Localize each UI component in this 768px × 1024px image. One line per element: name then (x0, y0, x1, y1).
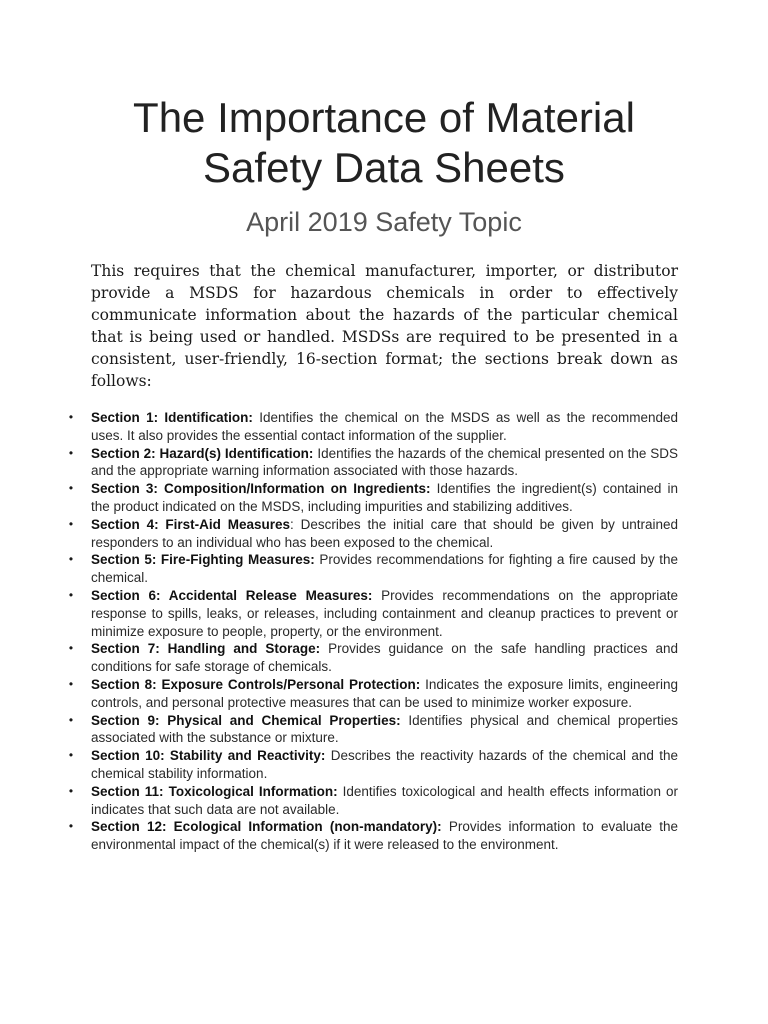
section-text: Identifies the ingredient(s) contained in the product indicated on the MSDS, including impurities and stabilizing additives. (91, 481, 679, 514)
list-item-section-11 (68, 783, 678, 819)
section-text: Provides recommendations on the appropriate response to spills, leaks, or releases, including containment and cleanup practices to prevent or minimize exposure to people, property, or the environment. (91, 587, 679, 639)
section-text: Provides recommendations for fighting a fire caused by the chemical. (91, 552, 679, 586)
list-item-section-3 (68, 480, 679, 516)
section-label: Section 3: Composition/Information on Ingredients: (91, 481, 431, 497)
section-label: Section 1: Identification: (91, 410, 253, 425)
section-label: Section 7: Handling and Storage: (91, 641, 321, 657)
bullet-icon: • (68, 641, 74, 656)
bullet-icon: • (68, 445, 74, 460)
section-label: Section 10: Stability and Reactivity: (91, 748, 326, 764)
section-text: Identifies toxicological and health effects information or indicates that such data are not available. (91, 783, 678, 817)
section-text: Identifies the hazards of the chemical presented on the SDS and the appropriate warning information associated with those hazards. (91, 445, 678, 479)
section-label: Section 2: Hazard(s) Identification: (91, 445, 314, 461)
section-text: Identifies physical and chemical properties associated with the substance or mixture. (91, 712, 678, 746)
list-item-section-8 (68, 676, 678, 712)
bullet-icon: • (68, 819, 74, 834)
list-item-section-7 (68, 640, 678, 676)
bullet-icon: • (68, 676, 74, 691)
section-label: Section 9: Physical and Chemical Properties: (91, 712, 401, 728)
section-label: Section 12: Ecological Information (non-mandatory): (91, 819, 442, 835)
bullet-icon: • (68, 587, 74, 602)
list-item-section-5 (68, 551, 679, 587)
section-label: Section 5: Fire-Fighting Measures: (91, 552, 315, 568)
bullet-icon: • (68, 481, 74, 496)
list-item-section-6 (68, 587, 679, 640)
bullet-icon: • (68, 783, 74, 798)
bullet-icon: • (68, 712, 74, 727)
list-item-section-4 (68, 516, 678, 552)
intro-paragraph: This requires that the chemical manufacturer, importer, or distributor provide a MSDS for hazardous chemicals in order to effectively communicate information about the hazards of the particular chemical that is being used or handled. MSDSs are required to be presented in a consistent, user-friendly, 16-section format; the sections break down as follows: (91, 262, 678, 390)
section-text: Describes the reactivity hazards of the chemical and the chemical stability information. (91, 748, 678, 781)
document-title (60, 93, 708, 193)
document-subtitle: April 2019 Safety Topic (246, 207, 522, 237)
section-label: Section 6: Accidental Release Measures: (91, 587, 373, 603)
title-line-2: Safety Data Sheets (203, 144, 565, 191)
section-text: : Describes the initial care that should be given by untrained responders to an individual who has been exposed to the chemical. (91, 516, 678, 550)
section-label: Section 8: Exposure Controls/Personal Protection: (91, 676, 421, 692)
bullet-icon: • (68, 410, 74, 424)
list-item-section-9 (68, 712, 678, 748)
list-item-section-1 (68, 409, 678, 445)
title-line-1: The Importance of Material (133, 94, 635, 141)
section-text: Identifies the chemical on the MSDS as well as the recommended uses. It also provides the essential contact information of the supplier. (91, 410, 678, 443)
section-label: Section 4: First-Aid Measures (91, 516, 291, 532)
list-item-section-10 (68, 747, 678, 783)
section-text: Indicates the exposure limits, engineering controls, and personal protective measures that can be used to minimize worker exposure. (91, 676, 678, 710)
list-item-section-2 (68, 445, 678, 481)
bullet-icon: • (68, 516, 74, 531)
section-text: Provides information to evaluate the environmental impact of the chemical(s) if it were released to the environment. (91, 819, 679, 853)
bullet-icon: • (68, 748, 74, 763)
section-text: Provides guidance on the safe handling practices and conditions for safe storage of chemicals. (91, 641, 678, 675)
list-item-section-12 (68, 818, 679, 854)
bullet-icon: • (68, 552, 74, 567)
section-label: Section 11: Toxicological Information: (91, 783, 338, 799)
sections-list (68, 409, 679, 854)
